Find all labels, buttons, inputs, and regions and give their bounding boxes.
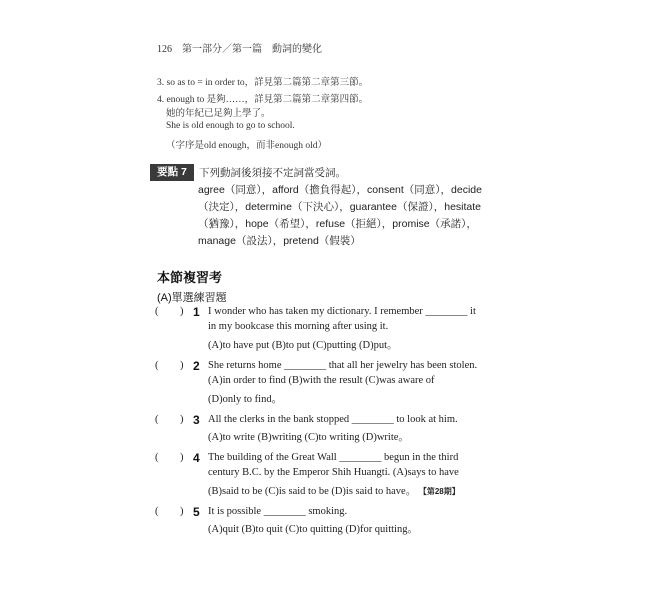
note-example-line: 她的年紀已足夠上學了。: [166, 109, 271, 119]
verb-list-line: （猶豫），hope（希望），refuse（拒絕），promise（承諾），: [198, 218, 477, 230]
question-text: She returns home ________ that all her jewelry has been stolen.: [208, 360, 478, 371]
question-options: (D)only to find。: [208, 394, 283, 405]
question-text: It is possible ________ smoking.: [208, 506, 348, 517]
key-point-title: 下列動詞後須接不定詞當受詞。: [199, 167, 346, 179]
note-example-line: （字序是old enough，而非enough old）: [166, 141, 327, 151]
answer-paren-open: (: [155, 360, 159, 371]
page-header: 126 第一部分／第一篇 動詞的變化: [157, 44, 322, 55]
answer-paren-close: ): [180, 506, 184, 517]
verb-list-line: manage（設法），pretend（假裝）: [198, 235, 361, 247]
note-example-line: She is old enough to go to school.: [166, 121, 295, 131]
question-number: 5: [193, 505, 200, 519]
section-subtitle: (A)單選練習題: [157, 292, 227, 304]
answer-paren-close: ): [180, 414, 184, 425]
verb-list-line: （決定），determine（下決心），guarantee（保證），hesitate: [198, 201, 482, 213]
question-text: century B.C. by the Emperor Shih Huangti. (A)says to have: [208, 467, 459, 478]
answer-paren-open: (: [155, 414, 159, 425]
answer-paren-open: (: [155, 306, 159, 317]
section-title: 本節複習考: [157, 270, 223, 285]
question-options: (A)quit (B)to quit (C)to quitting (D)for quitting。: [208, 524, 418, 535]
key-point-badge: 要點 7: [150, 164, 194, 181]
question-number: 2: [193, 359, 200, 373]
question-options: [208, 483, 460, 498]
question-options-text: (B)said to be (C)is said to be (D)is said to have。: [208, 486, 417, 497]
answer-paren-close: ): [180, 452, 184, 463]
question-text: All the clerks in the bank stopped ________ to look at him.: [208, 414, 458, 425]
question-text: The building of the Great Wall ________ begun in the third: [208, 452, 459, 463]
verb-list-line: agree（同意），afford（擔負得起），consent（同意），decide: [198, 184, 482, 196]
question-text: in my bookcase this morning after using it.: [208, 321, 389, 332]
answer-paren-close: ): [180, 306, 184, 317]
exam-source-tag: 【第28期】: [418, 487, 460, 496]
answer-paren-open: (: [155, 452, 159, 463]
question-options: (A)in order to find (B)with the result (C)was aware of: [208, 375, 435, 386]
question-number: 3: [193, 413, 200, 427]
question-text: I wonder who has taken my dictionary. I remember ________ it: [208, 306, 476, 317]
note-line: 4. enough to 是夠……，詳見第二篇第二章第四節。: [157, 95, 369, 105]
note-line: 3. so as to = in order to，詳見第二篇第二章第三節。: [157, 78, 369, 88]
answer-paren-close: ): [180, 360, 184, 371]
question-number: 4: [193, 451, 200, 465]
question-options: (A)to write (B)writing (C)to writing (D)write。: [208, 432, 409, 443]
question-number: 1: [193, 305, 200, 319]
answer-paren-open: (: [155, 506, 159, 517]
question-options: (A)to have put (B)to put (C)putting (D)put。: [208, 340, 398, 351]
